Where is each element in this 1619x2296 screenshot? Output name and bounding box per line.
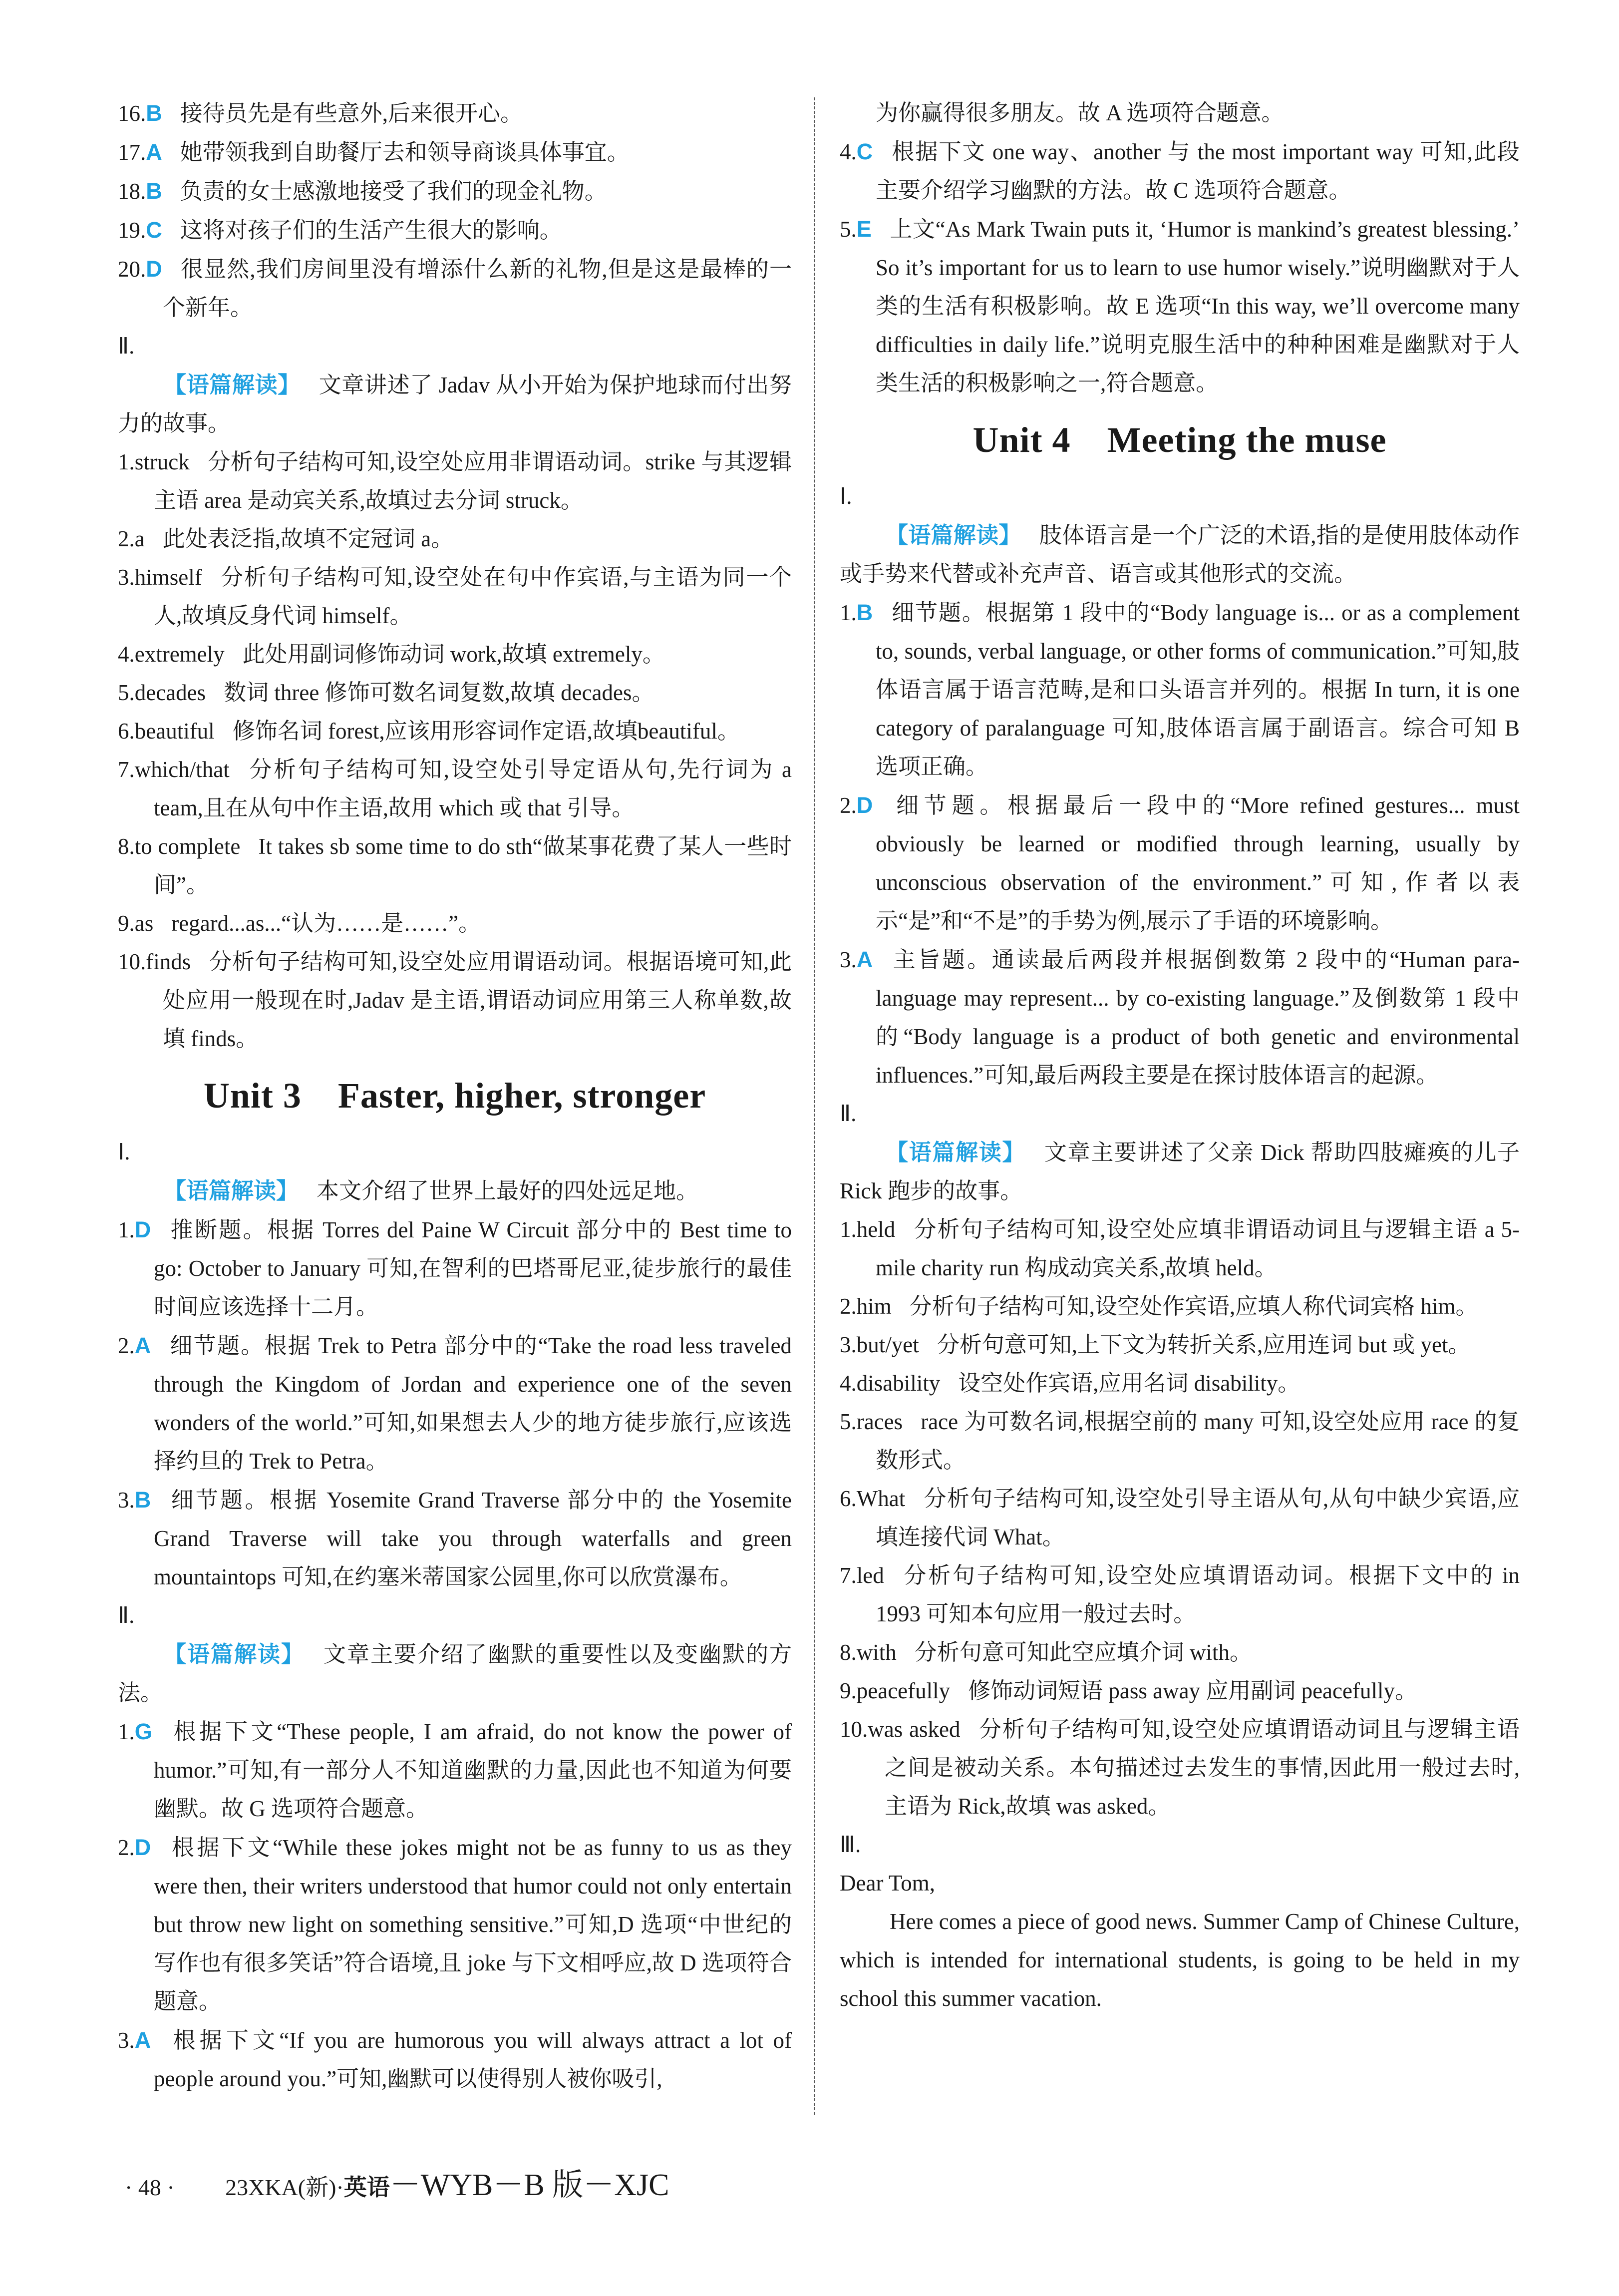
- answer-key: himself: [134, 565, 202, 590]
- unit-4-section-1-summary: [840, 516, 1520, 593]
- answer-explanation: 她带领我到自助餐厅去和领导商谈具体事宜。: [180, 140, 630, 165]
- answer-key: A: [856, 947, 873, 972]
- item-number: 4.: [118, 642, 135, 667]
- unit-3-section-2-intro: 文章主要介绍了幽默的重要性以及变幽默的方法。: [118, 1642, 792, 1705]
- item-number: 5.: [840, 217, 857, 242]
- answer-explanation: 根据下文“These people, I am afraid, do not know the power of humor.”可知,有一部分人不知道幽默的力量,因此也不知道为何要幽默。故 G 选项符合题意。: [154, 1719, 792, 1821]
- answer-item: [118, 635, 792, 674]
- continuation-text: 为你赢得很多朋友。故 A 选项符合题意。: [876, 100, 1284, 125]
- item-number: 1.: [840, 600, 857, 625]
- answer-key: finds: [146, 949, 191, 974]
- unit-4-section-2-summary: [840, 1133, 1520, 1210]
- answer-item: [118, 751, 792, 827]
- passage-analysis-tag: 【语篇解读】: [886, 522, 1021, 548]
- answer-explanation: race 为可数名词,根据空前的 many 可知,设空处应用 race 的复数形式。: [876, 1409, 1520, 1473]
- answer-item: [118, 904, 792, 943]
- answer-item: [840, 132, 1520, 210]
- item-number: 3.: [118, 1488, 135, 1513]
- item-number: 7.: [118, 757, 135, 782]
- page-footer: [125, 2160, 669, 2204]
- unit-3-title: Unit 3 Faster, higher, stronger: [203, 1076, 706, 1116]
- section-3-label: Ⅲ.: [840, 1832, 861, 1857]
- unit-4-title: Unit 4 Meeting the muse: [972, 420, 1387, 460]
- answer-explanation: 此处用副词修饰动词 work,故填 extremely。: [242, 642, 665, 667]
- item-number: 6.: [840, 1486, 857, 1511]
- answer-key: A: [146, 139, 162, 165]
- item-number: 5.: [840, 1409, 857, 1434]
- unit-3-section-2-answer-list: [118, 1712, 792, 2098]
- answer-item: [118, 558, 792, 635]
- answer-item: [118, 443, 792, 520]
- answer-item: [840, 1287, 1520, 1326]
- answer-key: D: [856, 792, 873, 818]
- item-number: 9.: [840, 1678, 857, 1703]
- unit-4-section-1-intro: 肢体语言是一个广泛的术语,指的是使用肢体动作或手势来代替或补充声音、语言或其他形式的交流。: [840, 523, 1520, 586]
- item-number: 3.: [840, 947, 857, 972]
- item-number: 3.: [118, 2028, 135, 2053]
- answer-explanation: 上文“As Mark Twain puts it, ‘Humor is mankind’s greatest blessing.’ So it’s important for us to learn to use humor wisely.”说明幽默对于人类的生活有积极影响。故 E 选项“In this way, we’ll overcome many difficulties in daily life.”说明克服生活中的种种困难是幽默对于人类生活的积极影响之一,符合题意。: [876, 217, 1520, 395]
- answer-key: G: [134, 1719, 152, 1744]
- answer-item: [118, 133, 792, 172]
- answer-explanation: 分析句子结构可知,设空处应填非谓语动词且与逻辑主语 a 5-mile charity run 构成动宾关系,故填 held。: [876, 1217, 1520, 1280]
- section-2-answer-list: [118, 443, 792, 1058]
- unit-4-section-2-intro: 文章主要讲述了父亲 Dick 帮助四肢瘫痪的儿子 Rick 跑步的故事。: [840, 1140, 1520, 1203]
- answer-explanation: 细节题。根据 Trek to Petra 部分中的“Take the road less traveled through the Kingdom of Jordan and experience one of the seven wonders of the world.”可知,如果想去人少的地方徒步旅行,应该选择约旦的 Trek to Petra。: [154, 1333, 792, 1474]
- answer-explanation: 分析句意可知,上下文为转折关系,应用连词 but 或 yet。: [937, 1332, 1471, 1357]
- answer-explanation: 这将对孩子们的生活产生很大的影响。: [180, 218, 562, 243]
- unit-3-section-1-summary: [118, 1171, 792, 1210]
- answer-key: led: [856, 1563, 884, 1588]
- unit-4-section-2-answer-list: [840, 1210, 1520, 1826]
- item-number: 2.: [118, 526, 135, 551]
- passage-analysis-tag: 【语篇解读】: [886, 1139, 1026, 1165]
- column-divider: [814, 97, 815, 2115]
- item-number: 1.: [118, 1217, 135, 1242]
- answer-explanation: 细节题。根据最后一段中的“More refined gestures... must obviously be learned or modified through learning, usually by unconscious observation of the environment.”可知,作者以表示“是”和“不是”的手势为例,展示了手语的环境影响。: [876, 793, 1520, 933]
- item-number: 1.: [840, 1217, 857, 1242]
- answer-item: [840, 1364, 1520, 1403]
- passage-analysis-tag: 【语篇解读】: [164, 1641, 305, 1667]
- answer-explanation: 修饰动词短语 pass away 应用副词 peacefully。: [968, 1678, 1417, 1703]
- answer-item: [118, 1210, 792, 1326]
- answer-item: [840, 593, 1520, 786]
- answer-key: beautiful: [134, 719, 215, 744]
- unit-3-section-2-label: Ⅱ.: [118, 1603, 135, 1628]
- answer-item: [118, 1481, 792, 1596]
- item-number: 17.: [118, 140, 146, 165]
- answer-key: B: [146, 100, 162, 126]
- item-number: 18.: [118, 179, 146, 204]
- section-2-label: Ⅱ.: [118, 334, 135, 359]
- answer-item: [118, 520, 792, 558]
- answer-key: a: [134, 526, 145, 551]
- unit-4-section-1-label: Ⅰ.: [840, 484, 852, 509]
- answer-explanation: It takes sb some time to do sth“做某事花费了某人一些时间”。: [154, 834, 792, 897]
- unit-3-section-1-answer-list: [118, 1210, 792, 1596]
- answer-key: D: [134, 1835, 151, 1860]
- item-number: 4.: [840, 1371, 857, 1396]
- section-2-summary: [118, 366, 792, 443]
- answer-item: [118, 94, 792, 133]
- item-number: 8.: [840, 1640, 857, 1665]
- unit-3-section-1-intro: 本文介绍了世界上最好的四处远足地。: [317, 1178, 699, 1203]
- answer-item: [840, 1672, 1520, 1710]
- answer-item: [118, 827, 792, 904]
- item-number: 5.: [118, 680, 135, 705]
- answer-item: [118, 943, 792, 1058]
- answer-item: [118, 172, 792, 211]
- part1-answer-list: [118, 94, 792, 327]
- unit-3-section-1-label: Ⅰ.: [118, 1140, 130, 1164]
- answer-explanation: regard...as...“认为……是……”。: [171, 911, 481, 936]
- section-2-intro: 文章讲述了 Jadav 从小开始为保护地球而付出努力的故事。: [118, 373, 792, 436]
- answer-key: A: [134, 1333, 151, 1358]
- answer-key: with: [856, 1640, 897, 1665]
- answer-key: E: [856, 216, 872, 242]
- passage-analysis-tag: 【语篇解读】: [164, 1177, 299, 1204]
- answer-explanation: 负责的女士感激地接受了我们的现金礼物。: [180, 179, 607, 204]
- passage-analysis-tag: 【语篇解读】: [164, 372, 301, 398]
- answer-item: [840, 1326, 1520, 1364]
- item-number: 1.: [118, 449, 135, 474]
- item-number: 19.: [118, 218, 146, 243]
- left-column: [118, 94, 792, 2098]
- item-number: 2.: [840, 793, 857, 818]
- answer-key: C: [146, 217, 162, 243]
- answer-item: [118, 211, 792, 250]
- item-number: 3.: [840, 1332, 857, 1357]
- answer-item: [840, 940, 1520, 1095]
- answer-explanation: 数词 three 修饰可数名词复数,故填 decades。: [224, 680, 654, 705]
- answer-item: [118, 712, 792, 751]
- answer-explanation: 修饰名词 forest,应该用形容词作定语,故填beautiful。: [232, 719, 740, 744]
- unit-3-section-2-summary: [118, 1635, 792, 1712]
- answer-explanation: 细节题。根据 Yosemite Grand Traverse 部分中的 the Yosemite Grand Traverse will take you through waterfalls and green mountaintops 可知,在约塞米蒂国家公园里,你可以欣赏瀑布。: [154, 1488, 792, 1589]
- answer-key: D: [146, 256, 162, 282]
- item-number: 2.: [118, 1333, 135, 1358]
- book-code-prefix: 23XKA(新)·: [225, 2175, 344, 2200]
- answer-explanation: 很显然,我们房间里没有增添什么新的礼物,但是这是最棒的一个新年。: [163, 257, 792, 320]
- answer-item: [118, 2021, 792, 2098]
- letter-salutation: Dear Tom,: [840, 1871, 935, 1896]
- page-number: · 48 ·: [125, 2175, 175, 2200]
- answer-explanation: 分析句子结构可知,设空处应填谓语动词且与逻辑主语之间是被动关系。本句描述过去发生的事情,因此用一般过去时,主语为 Rick,故填 was asked。: [885, 1717, 1520, 1819]
- item-number: 9.: [118, 911, 135, 936]
- item-number: 7.: [840, 1563, 857, 1588]
- answer-explanation: 推断题。根据 Torres del Paine W Circuit 部分中的 Best time to go: October to January 可知,在智利的巴塔哥尼亚,徒步旅行的最佳时间应该选择十二月。: [154, 1217, 792, 1319]
- answer-key: to complete: [134, 834, 241, 859]
- answer-item: [840, 786, 1520, 940]
- right-column: [840, 94, 1520, 2018]
- answer-explanation: 根据下文“While these jokes might not be as funny to us as they were then, their writers understood that humor could not only entertain but throw new light on something sensitive.”可知,D 选项“中世纪的写作也有很多笑话”符合语境,且 joke 与下文相呼应,故 D 选项符合题意。: [154, 1835, 792, 2014]
- answer-explanation: 分析句子结构可知,设空处引导主语从句,从句中缺少宾语,应填连接代词 What。: [876, 1486, 1520, 1549]
- item-number: 3.: [118, 565, 135, 590]
- item-number: 8.: [118, 834, 135, 859]
- book-code-suffix: －WYB－B 版－XJC: [389, 2168, 669, 2202]
- answer-key: held: [856, 1217, 896, 1242]
- answer-explanation: 分析句子结构可知,设空处在句中作宾语,与主语为同一个人,故填反身代词 himself。: [154, 565, 792, 628]
- answer-key: What: [856, 1486, 906, 1511]
- answer-key: struck: [134, 449, 190, 474]
- answer-key: but/yet: [856, 1332, 919, 1357]
- answer-key: which/that: [134, 757, 230, 782]
- answer-item: [840, 1210, 1520, 1287]
- answer-key: B: [134, 1487, 151, 1513]
- answer-key: A: [134, 2027, 151, 2053]
- answer-key: extremely: [134, 642, 225, 667]
- item-number: 10.: [840, 1717, 868, 1742]
- item-number: 2.: [118, 1835, 135, 1860]
- item-number: 20.: [118, 257, 146, 282]
- answer-explanation: 此处表泛指,故填不定冠词 a。: [162, 526, 454, 551]
- answer-explanation: 分析句子结构可知,设空处引导定语从句,先行词为 a team,且在从句中作主语,故用 which 或 that 引导。: [154, 757, 792, 820]
- answer-explanation: 分析句子结构可知,设空处应填谓语动词。根据下文中的 in 1993 可知本句应用一般过去时。: [876, 1563, 1520, 1626]
- answer-explanation: 主旨题。通读最后两段并根据倒数第 2 段中的“Human para-language may represent... by co-existing language.”及倒数第 1 段中的“Body language is a product of both genetic and environmental influences.”可知,最后两段主要是在探讨肢体语言的起源。: [876, 947, 1520, 1088]
- answer-item: [840, 1403, 1520, 1480]
- answer-key: him: [856, 1294, 892, 1319]
- item-number: 1.: [118, 1719, 135, 1744]
- letter-body: Here comes a piece of good news. Summer Camp of Chinese Culture, which is intended for international students, is going to be held in my school this summer vacation.: [840, 1909, 1520, 2011]
- answer-key: C: [856, 139, 873, 164]
- item-number: 2.: [840, 1294, 857, 1319]
- item-number: 4.: [840, 139, 857, 164]
- answer-key: was asked: [868, 1717, 961, 1742]
- unit-3-section-2-answer-list-cont: [840, 132, 1520, 402]
- answer-explanation: 分析句意可知此空应填介词 with。: [914, 1640, 1253, 1665]
- answer-item: [840, 1556, 1520, 1633]
- answer-item: [118, 1326, 792, 1481]
- answer-item: [840, 1480, 1520, 1556]
- unit-4-section-2-label: Ⅱ.: [840, 1101, 857, 1126]
- item-number: 10.: [118, 949, 146, 974]
- answer-explanation: 设空处作宾语,应用名词 disability。: [958, 1371, 1300, 1396]
- item-number: 6.: [118, 719, 135, 744]
- answer-key: disability: [856, 1371, 941, 1396]
- subject-label: 英语: [343, 2174, 390, 2201]
- answer-key: D: [134, 1217, 151, 1242]
- answer-explanation: 根据下文“If you are humorous you will always attract a lot of people around you.”可知,幽默可以使得别人被你吸引,: [154, 2028, 792, 2091]
- answer-key: decades: [134, 680, 206, 705]
- answer-item: [840, 1710, 1520, 1826]
- answer-key: as: [134, 911, 154, 936]
- answer-item: [118, 1712, 792, 1828]
- answer-item: [118, 250, 792, 327]
- answer-item: [840, 210, 1520, 402]
- answer-explanation: 根据下文 one way、another 与 the most important way 可知,此段主要介绍学习幽默的方法。故 C 选项符合题意。: [876, 139, 1520, 203]
- item-number: 16.: [118, 101, 146, 126]
- answer-explanation: 分析句子结构可知,设空处应用非谓语动词。strike 与其逻辑主语 area 是动宾关系,故填过去分词 struck。: [154, 449, 792, 513]
- answer-item: [118, 1828, 792, 2021]
- answer-key: B: [856, 600, 873, 625]
- answer-explanation: 分析句子结构可知,设空处作宾语,应填人称代词宾格 him。: [909, 1294, 1478, 1319]
- answer-explanation: 分析句子结构可知,设空处应用谓语动词。根据语境可知,此处应用一般现在时,Jadav 是主语,谓语动词应用第三人称单数,故填 finds。: [163, 949, 792, 1051]
- answer-explanation: 接待员先是有些意外,后来很开心。: [180, 101, 523, 126]
- answer-explanation: 细节题。根据第 1 段中的“Body language is... or as a complement to, sounds, verbal language, or other forms of communication.”可知,肢体语言属于语言范畴,是和口头语言并列的。根据 In turn, it is one category of paralanguage 可知,肢体语言属于副语言。综合可知 B 选项正确。: [876, 600, 1520, 779]
- unit-4-section-1-answer-list: [840, 593, 1520, 1095]
- answer-item: [840, 1633, 1520, 1672]
- answer-key: peacefully: [856, 1678, 951, 1703]
- answer-key: B: [146, 178, 162, 204]
- answer-key: races: [856, 1409, 903, 1434]
- answer-item: [118, 674, 792, 712]
